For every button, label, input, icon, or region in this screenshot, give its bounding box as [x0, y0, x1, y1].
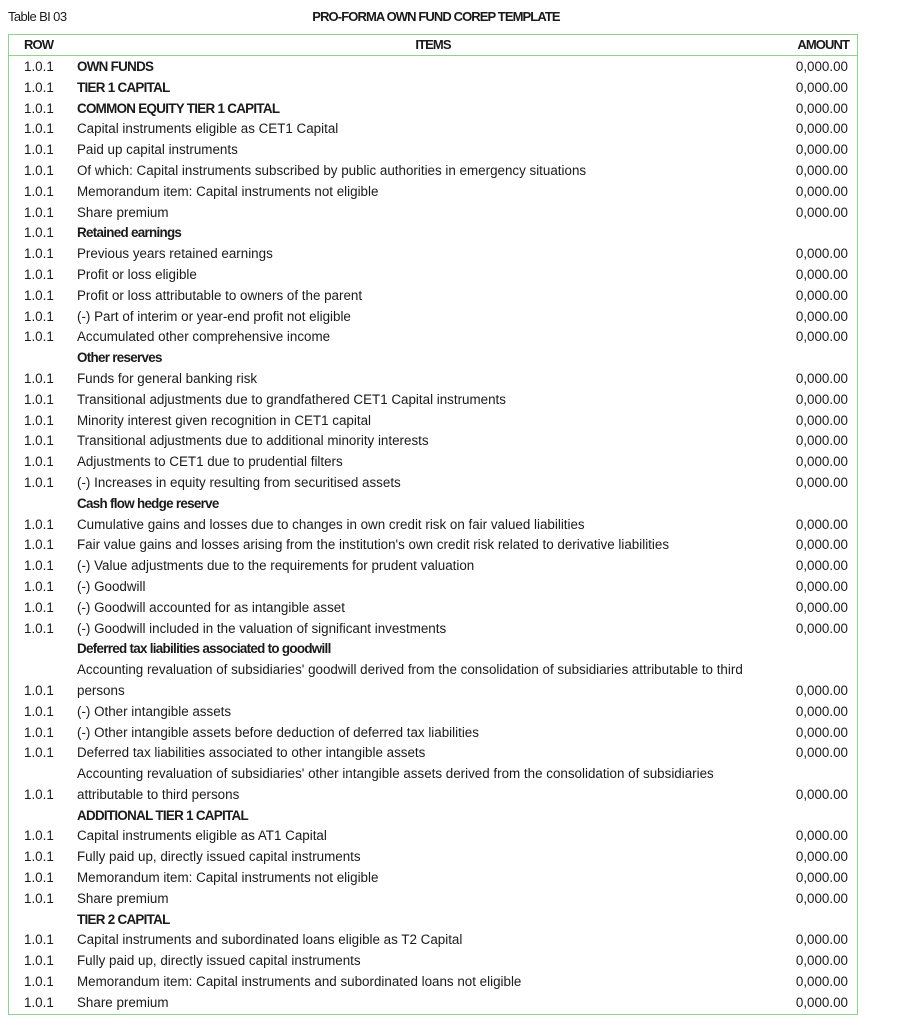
section-heading-row: [9, 639, 857, 660]
amount-value: 0,000.00: [795, 620, 848, 636]
table-row: [9, 535, 857, 556]
amount-value: 0,000.00: [795, 204, 848, 220]
table-row: [9, 307, 857, 328]
amount-value: 0,000.00: [795, 870, 848, 886]
row-code: 1.0.1: [24, 828, 54, 844]
section-heading-row: [9, 910, 857, 931]
item-label: Capital instruments eligible as CET1 Capital: [77, 121, 339, 137]
section-heading: Other reserves: [77, 350, 162, 366]
table-row: [9, 619, 857, 640]
item-label: Minority interest given recognition in CET1 capital: [77, 412, 371, 428]
row-code: 1.0.1: [24, 786, 54, 802]
row-code: 1.0.1: [24, 558, 54, 574]
amount-value: 0,000.00: [795, 142, 848, 158]
amount-value: 0,000.00: [795, 994, 848, 1010]
row-code: 1.0.1: [24, 287, 54, 303]
row-code: 1.0.1: [24, 308, 54, 324]
amount-value: 0,000.00: [795, 516, 848, 532]
item-label: Adjustments to CET1 due to prudential filters: [77, 454, 343, 470]
item-label: Accumulated other comprehensive income: [77, 329, 331, 345]
amount-value: 0,000.00: [795, 412, 848, 428]
item-label: Share premium: [77, 890, 169, 906]
item-label: (-) Part of interim or year-end profit not eligible: [77, 308, 351, 324]
section-heading: Cash flow hedge reserve: [77, 495, 219, 511]
row-code: 1.0.1: [24, 516, 54, 532]
amount-value: 0,000.00: [795, 703, 848, 719]
row-code: 1.0.1: [24, 100, 54, 116]
row-code: 1.0.1: [24, 724, 54, 740]
table-row: [9, 868, 857, 889]
amount-value: 0,000.00: [795, 599, 848, 615]
item-label: Fully paid up, directly issued capital instruments: [77, 849, 361, 865]
row-code: 1.0.1: [24, 870, 54, 886]
table-row: [9, 452, 857, 473]
amount-value: 0,000.00: [795, 890, 848, 906]
item-label: (-) Increases in equity resulting from securitised assets: [77, 474, 401, 490]
amount-value: 0,000.00: [795, 121, 848, 137]
row-code: 1.0.1: [24, 703, 54, 719]
item-label: Of which: Capital instruments subscribed by public authorities in emergency situations: [77, 162, 587, 178]
section-heading-row: [9, 99, 857, 120]
table-label: Table BI 03: [8, 9, 67, 24]
row-code: 1.0.1: [24, 682, 54, 698]
item-label: Capital instruments eligible as AT1 Capital: [77, 828, 327, 844]
table-row: [9, 369, 857, 390]
item-label: (-) Goodwill included in the valuation of significant investments: [77, 620, 447, 636]
table-row: [9, 702, 857, 723]
item-label: Memorandum item: Capital instruments not eligible: [77, 183, 379, 199]
table-row: [9, 826, 857, 847]
amount-value: 0,000.00: [795, 79, 848, 95]
row-code: 1.0.1: [24, 745, 54, 761]
section-heading: TIER 1 CAPITAL: [77, 79, 170, 95]
item-label: Transitional adjustments due to additional minority interests: [77, 433, 429, 449]
row-code: 1.0.1: [24, 183, 54, 199]
item-label: Accounting revaluation of subsidiaries' other intangible assets derived from the consolidation of subsidiaries attributable to third persons: [77, 766, 714, 802]
column-header-items: ITEMS: [415, 37, 451, 52]
item-label: Transitional adjustments due to grandfathered CET1 Capital instruments: [77, 391, 506, 407]
table-row: [9, 265, 857, 286]
section-heading-row: [9, 348, 857, 369]
row-code: 1.0.1: [24, 204, 54, 220]
column-header-amount: AMOUNT: [797, 37, 849, 52]
amount-value: 0,000.00: [795, 537, 848, 553]
item-label: (-) Value adjustments due to the requirements for prudent valuation: [77, 558, 475, 574]
table-row: [9, 556, 857, 577]
table-row: [9, 327, 857, 348]
row-code: 1.0.1: [24, 974, 54, 990]
section-heading-row: [9, 806, 857, 827]
row-code: 1.0.1: [24, 79, 54, 95]
column-header-row: ROW: [24, 37, 54, 52]
amount-value: 0,000.00: [795, 558, 848, 574]
row-code: 1.0.1: [24, 994, 54, 1010]
row-code: 1.0.1: [24, 578, 54, 594]
amount-value: 0,000.00: [795, 953, 848, 969]
item-label: Profit or loss eligible: [77, 266, 197, 282]
item-label: Memorandum item: Capital instruments and subordinated loans not eligible: [77, 974, 522, 990]
item-label: Share premium: [77, 204, 169, 220]
row-code: 1.0.1: [24, 225, 54, 241]
table-row: [9, 140, 857, 161]
section-heading-row: [9, 57, 857, 78]
table-row: [9, 161, 857, 182]
row-code: 1.0.1: [24, 620, 54, 636]
item-label: Previous years retained earnings: [77, 246, 273, 262]
own-funds-table: [8, 34, 858, 1015]
row-code: 1.0.1: [24, 391, 54, 407]
row-code: 1.0.1: [24, 474, 54, 490]
section-heading-row: [9, 223, 857, 244]
table-row: [9, 182, 857, 203]
item-label: Paid up capital instruments: [77, 142, 238, 158]
table-row: [9, 847, 857, 868]
table-row: [9, 515, 857, 536]
item-label: Capital instruments and subordinated loans eligible as T2 Capital: [77, 932, 463, 948]
item-label: Cumulative gains and losses due to changes in own credit risk on fair valued liabilities: [77, 516, 585, 532]
table-row: [9, 889, 857, 910]
amount-value: 0,000.00: [795, 454, 848, 470]
row-code: 1.0.1: [24, 142, 54, 158]
item-label: Deferred tax liabilities associated to other intangible assets: [77, 745, 426, 761]
row-code: 1.0.1: [24, 370, 54, 386]
section-heading: ADDITIONAL TIER 1 CAPITAL: [77, 807, 248, 823]
item-label: Memorandum item: Capital instruments not eligible: [77, 870, 379, 886]
amount-value: 0,000.00: [795, 578, 848, 594]
table-row: [9, 411, 857, 432]
amount-value: 0,000.00: [795, 370, 848, 386]
table-row: [9, 119, 857, 140]
row-code: 1.0.1: [24, 953, 54, 969]
section-heading-row: [9, 494, 857, 515]
item-label: Accounting revaluation of subsidiaries' goodwill derived from the consolidation of subsidiaries attributable to third persons: [77, 662, 743, 698]
amount-value: 0,000.00: [795, 308, 848, 324]
row-code: 1.0.1: [24, 121, 54, 137]
row-code: 1.0.1: [24, 932, 54, 948]
amount-value: 0,000.00: [795, 974, 848, 990]
amount-value: 0,000.00: [795, 162, 848, 178]
item-label: (-) Other intangible assets before deduction of deferred tax liabilities: [77, 724, 479, 740]
item-label: Funds for general banking risk: [77, 370, 258, 386]
table-row: [9, 286, 857, 307]
amount-value: 0,000.00: [795, 391, 848, 407]
item-label: Fair value gains and losses arising from the institution's own credit risk related to derivative liabilities: [77, 537, 670, 553]
amount-value: 0,000.00: [795, 287, 848, 303]
table-row: [9, 390, 857, 411]
amount-value: 0,000.00: [795, 246, 848, 262]
row-code: 1.0.1: [24, 849, 54, 865]
row-code: 1.0.1: [24, 433, 54, 449]
amount-value: 0,000.00: [795, 474, 848, 490]
amount-value: 0,000.00: [795, 266, 848, 282]
amount-value: 0,000.00: [795, 745, 848, 761]
amount-value: 0,000.00: [795, 724, 848, 740]
amount-value: 0,000.00: [795, 932, 848, 948]
amount-value: 0,000.00: [795, 59, 848, 74]
amount-value: 0,000.00: [795, 786, 848, 802]
amount-value: 0,000.00: [795, 329, 848, 345]
row-code: 1.0.1: [24, 890, 54, 906]
table-header: [9, 35, 857, 56]
table-row: [9, 431, 857, 452]
item-label: (-) Other intangible assets: [77, 703, 232, 719]
section-heading: TIER 2 CAPITAL: [77, 911, 170, 927]
row-code: 1.0.1: [24, 599, 54, 615]
item-label: (-) Goodwill accounted for as intangible asset: [77, 599, 345, 615]
item-label: Fully paid up, directly issued capital instruments: [77, 953, 361, 969]
item-label: Profit or loss attributable to owners of the parent: [77, 287, 363, 303]
amount-value: 0,000.00: [795, 183, 848, 199]
row-code: 1.0.1: [24, 454, 54, 470]
table-row: [9, 598, 857, 619]
table-row: [9, 203, 857, 224]
amount-value: 0,000.00: [795, 682, 848, 698]
table-row: [9, 972, 857, 993]
table-row: [9, 660, 857, 702]
document-header: [8, 9, 864, 29]
table-row: [9, 244, 857, 265]
table-row: [9, 577, 857, 598]
amount-value: 0,000.00: [795, 100, 848, 116]
section-heading: OWN FUNDS: [77, 59, 154, 74]
item-label: (-) Goodwill: [77, 578, 146, 594]
section-heading-row: [9, 78, 857, 99]
table-row: [9, 993, 857, 1014]
row-code: 1.0.1: [24, 162, 54, 178]
amount-value: 0,000.00: [795, 433, 848, 449]
table-row: [9, 743, 857, 764]
table-row: [9, 473, 857, 494]
document-title: PRO-FORMA OWN FUND COREP TEMPLATE: [312, 9, 560, 24]
table-row: [9, 951, 857, 972]
amount-value: 0,000.00: [795, 828, 848, 844]
item-label: Share premium: [77, 994, 169, 1010]
row-code: 1.0.1: [24, 59, 54, 74]
table-row: [9, 764, 857, 806]
table-body: [9, 57, 857, 1014]
row-code: 1.0.1: [24, 266, 54, 282]
row-code: 1.0.1: [24, 246, 54, 262]
section-heading: Retained earnings: [77, 225, 182, 241]
amount-value: 0,000.00: [795, 849, 848, 865]
row-code: 1.0.1: [24, 412, 54, 428]
row-code: 1.0.1: [24, 537, 54, 553]
section-heading: Deferred tax liabilities associated to goodwill: [77, 641, 331, 657]
table-row: [9, 930, 857, 951]
row-code: 1.0.1: [24, 329, 54, 345]
table-row: [9, 723, 857, 744]
section-heading: COMMON EQUITY TIER 1 CAPITAL: [77, 100, 280, 116]
